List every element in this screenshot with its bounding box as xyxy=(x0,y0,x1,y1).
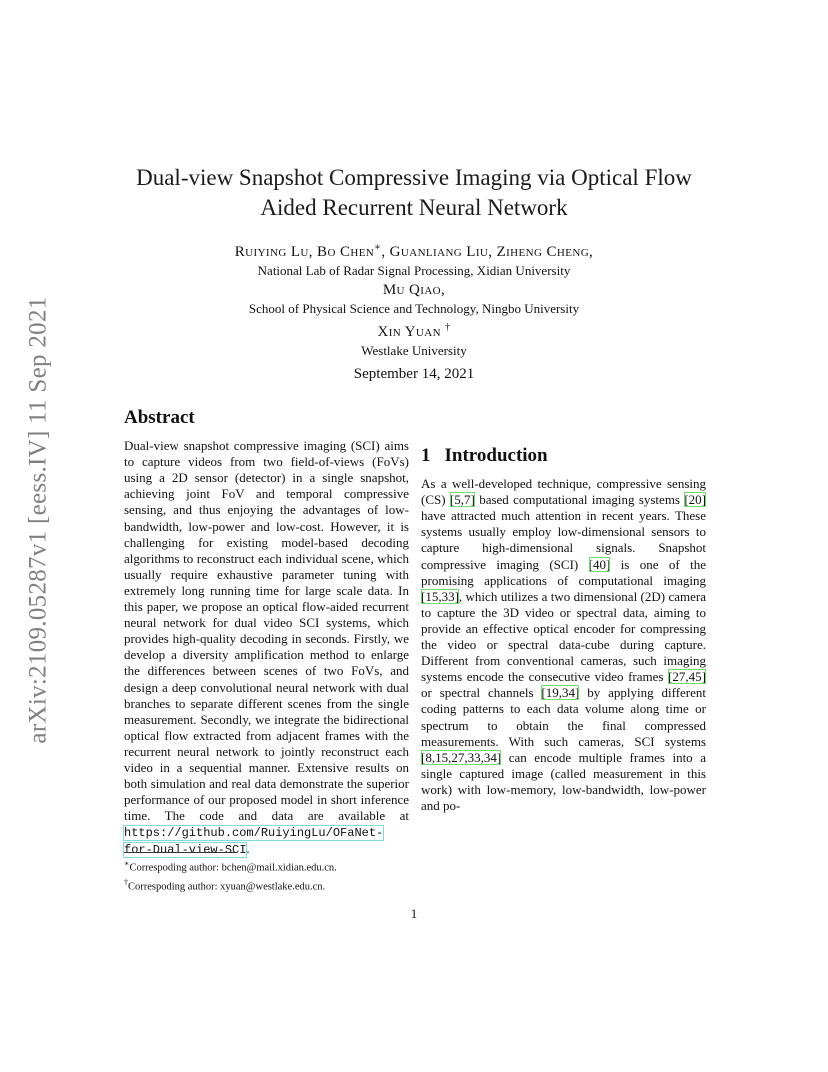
citation-link[interactable]: [8,15,27,33,34] xyxy=(421,749,502,765)
left-column xyxy=(124,407,409,859)
footnote-1-mark: ∗ xyxy=(124,859,130,868)
author-names-1-rest: , Guanliang Liu, Ziheng Cheng, xyxy=(381,244,594,260)
affiliation-1: National Lab of Radar Signal Processing, Xidian University xyxy=(257,263,571,278)
footnote-rule xyxy=(124,852,236,853)
title-line-2: Aided Recurrent Neural Network xyxy=(260,195,568,220)
citation-link[interactable]: [15,33] xyxy=(421,588,459,604)
corresponding-mark-2: † xyxy=(445,322,451,333)
affiliation-3: Westlake University xyxy=(361,343,467,358)
section-number: 1 xyxy=(421,445,431,466)
footnotes xyxy=(124,852,409,894)
abstract-body: Dual-view snapshot compressive imaging (SCI) aims to capture videos from two field-of-views (FoVs) using a 2D sensor (detector) in a single snapshot, achieving joint FoV and temporal compressive sensing, and thus enjoying the advantages of low-bandwidth, low-power and low-cost. However, it is challenging for existing model-based decoding algorithms to reconstruct each individual scene, which usually require exhaustive parameter tuning with extremely long running time for large scale data. In this paper, we propose an optical flow-aided recurrent neural network for dual video SCI systems, which provides high-quality decoding in seconds. Firstly, we develop a diversity amplification method to enlarge the differences between scenes of two FoVs, and design a deep convolutional neural network with dual branches to separate different scenes from the single measurement. Secondly, we integrate the bidirectional optical flow extracted from adjacent frames with the recurrent neural network to jointly reconstruct each video in a sequential manner. Extensive results on both simulation and real data demonstrate the superior performance of our proposed model in short inference time. xyxy=(124,438,409,824)
intro-text-segment: based computational imaging systems xyxy=(474,492,685,508)
citation-link[interactable]: [40] xyxy=(588,556,611,572)
citation-link[interactable]: [5,7] xyxy=(449,492,475,508)
intro-text-segment: or spectral channels xyxy=(421,685,542,701)
author-names-3: Xin Yuan xyxy=(377,324,441,340)
footnote-2-text: Correspoding author: xyuan@westlake.edu.cn. xyxy=(128,881,326,892)
abstract-end: . xyxy=(246,841,250,857)
citation-link[interactable]: [19,34] xyxy=(541,685,580,701)
intro-text-segment: As a well-developed technique, compressive sensing (CS) xyxy=(421,476,706,508)
paper-date: September 14, 2021 xyxy=(353,366,475,382)
title-line-1: Dual-view Snapshot Compressive Imaging via Optical Flow xyxy=(136,165,692,190)
introduction-text xyxy=(421,476,706,814)
footnote-1-text: Correspoding author: bchen@mail.xidian.edu.cn. xyxy=(129,862,337,874)
affiliation-2: School of Physical Science and Technology, Ningbo University xyxy=(248,301,580,316)
footnote-1 xyxy=(124,857,409,876)
paper-title xyxy=(100,163,728,223)
author-line-2: Mu Qiao, xyxy=(382,282,446,298)
intro-text-segment: can encode multiple frames into a single captured image (called measurement in this work) with low-memory, low-bandwidth, low-power and po- xyxy=(421,749,706,813)
corresponding-mark-1: ∗ xyxy=(374,242,382,253)
author-block xyxy=(120,238,708,360)
citation-link[interactable]: [27,45] xyxy=(668,669,706,685)
intro-text-segment: have attracted much attention in recent years. These systems usually employ low-dimensional sensors to capture high-dimensional signals. Snapshot compressive imaging (SCI) xyxy=(421,508,706,572)
right-column xyxy=(421,418,706,814)
intro-text-segment: by applying different coding patterns to each data volume along time or spectrum to obtain the final compressed measurements. With such cameras, SCI systems xyxy=(421,685,707,749)
arxiv-identifier: arXiv:2109.05287v1 [eess.IV] 11 Sep 2021 xyxy=(25,296,52,744)
github-link[interactable]: https://github.com/RuiyingLu/OFaNet-for-Dual-view-SCI xyxy=(124,826,384,858)
introduction-heading xyxy=(421,445,706,466)
page-number: 1 xyxy=(410,906,418,921)
intro-text-segment: , which utilizes a two dimensional (2D) camera to capture the 3D video or spectral data, aiming to provide an effective optical encoder for compressing the video or spectral data-cube during capture. Different from conventional cameras, such imaging systems encode the consecutive video frames xyxy=(421,588,706,685)
abstract-code-sentence: The code and data are available at xyxy=(150,808,409,824)
arxiv-identifier-margin xyxy=(18,290,60,750)
author-names-1: Ruiying Lu, Bo Chen xyxy=(234,244,375,260)
author-line-3 xyxy=(120,318,708,342)
footnote-2 xyxy=(124,876,409,895)
intro-text-segment: is one of the promising applications of computational imaging xyxy=(421,556,707,588)
author-line-1 xyxy=(120,238,708,262)
citation-link[interactable]: [20] xyxy=(684,492,707,508)
abstract-heading: Abstract xyxy=(124,407,195,428)
footnote-2-mark: † xyxy=(124,877,128,887)
abstract-text xyxy=(124,438,409,858)
section-title: Introduction xyxy=(444,445,548,466)
